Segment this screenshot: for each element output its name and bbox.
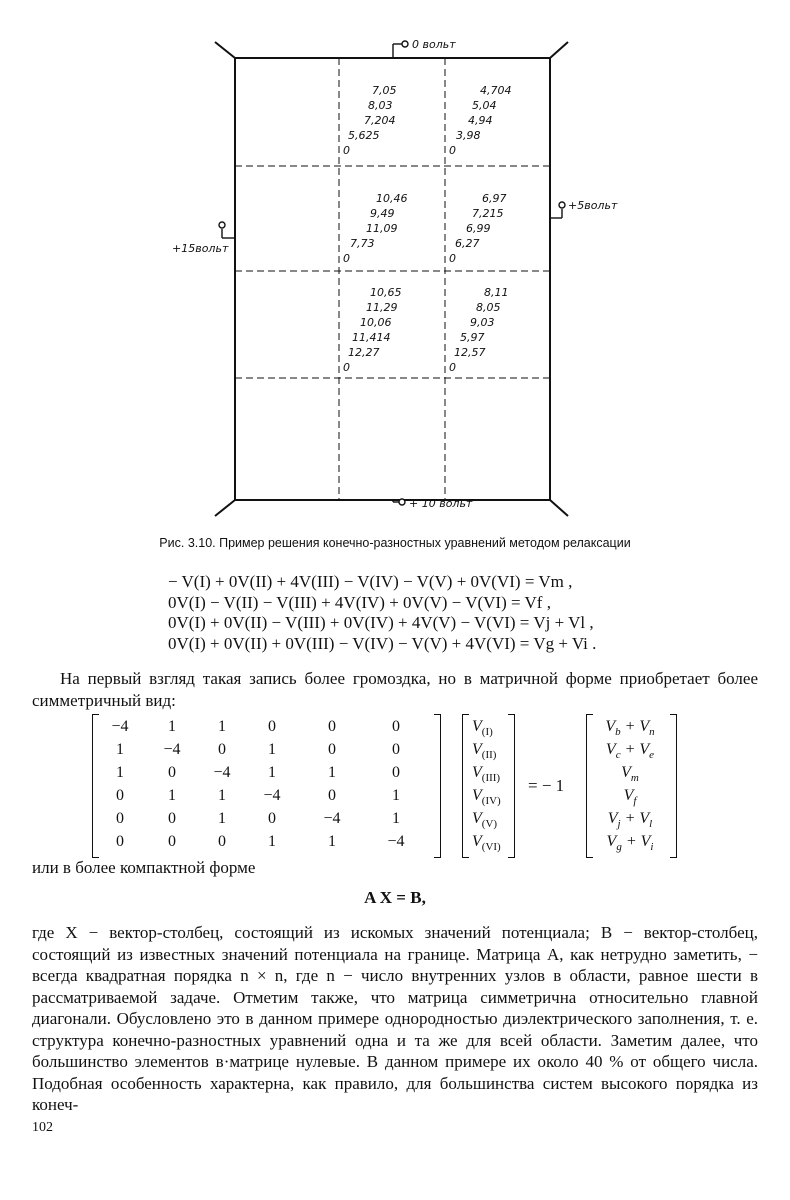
equals-minus-one: = − 1 — [528, 776, 565, 795]
cell-4-value-5: 0 — [343, 361, 350, 374]
vector-entry-1: $V_{(I)}$ — [472, 718, 493, 739]
vector-entry-5: $V_{(V)}$ — [472, 810, 498, 831]
equation-1-lhs: − V(I) + 0V(II) + 4V(III) − V(IV) − V(V) + 0V(VI) — [168, 572, 521, 591]
rhs-entry-4: $V_f$ — [623, 787, 637, 808]
matrix-cell-r2-c5: 0 — [328, 741, 336, 758]
label-top: 0 вольт — [412, 38, 456, 51]
equation-4-rhs: = Vg + Vi . — [519, 633, 597, 653]
cell-0-value-2: 7,204 — [364, 114, 396, 127]
matrix-cell-r6-c6: −4 — [387, 833, 405, 850]
paragraph-1-text: На первый взгляд такая запись более громоздка, но в матричной форме приобретает более симметричный вид: — [32, 669, 758, 710]
matrix-cell-r3-c4: 1 — [268, 764, 276, 781]
matrix-cell-r2-c1: 1 — [116, 741, 124, 758]
cell-1-value-0: 4,704 — [480, 84, 512, 97]
cell-0-value-1: 8,03 — [368, 99, 393, 112]
matrix-cell-r1-c4: 0 — [268, 718, 276, 735]
equation-3-lhs: 0V(I) + 0V(II) − V(III) + 0V(IV) + 4V(V) − V(VI) — [168, 613, 516, 632]
rhs-entry-1: $V_b + V_n$ — [605, 718, 655, 739]
cell-3-value-3: 6,27 — [455, 237, 480, 250]
paragraph-3 — [32, 922, 758, 1116]
matrix-cell-r1-c1: −4 — [111, 718, 129, 735]
cell-3-value-0: 6,97 — [482, 192, 507, 205]
equation-3-rhs: = Vj + Vl , — [519, 613, 594, 632]
matrix-cell-r5-c3: 1 — [218, 810, 226, 827]
matrix-cell-r1-c6: 0 — [392, 718, 400, 735]
label-bottom: + 10 вольт — [409, 497, 473, 510]
cell-4-value-2: 10,06 — [360, 316, 392, 329]
corner-mark-tr — [550, 42, 568, 58]
cell-3-value-1: 7,215 — [472, 207, 504, 220]
corner-mark-tl — [215, 42, 235, 58]
matrix-cell-r6-c3: 0 — [218, 833, 226, 850]
terminal-left — [219, 222, 235, 238]
label-left: +15вольт — [172, 242, 229, 255]
matrix-bracket-left — [92, 714, 99, 858]
rhs-entry-2: $V_c + V_e$ — [605, 741, 655, 762]
matrix-cell-r4-c2: 1 — [168, 787, 176, 804]
matrix-cell-r5-c6: 1 — [392, 810, 400, 827]
cell-2-value-3: 7,73 — [350, 237, 375, 250]
matrix-cell-r6-c5: 1 — [328, 833, 336, 850]
equation-4-lhs: 0V(I) + 0V(II) + 0V(III) − V(IV) − V(V) + 4V(VI) — [168, 633, 516, 653]
cell-3-value-2: 6,99 — [466, 222, 491, 235]
paragraph-2-text: или в более компактной форме — [32, 858, 256, 877]
matrix-cell-r2-c6: 0 — [392, 741, 400, 758]
cell-2-value-4: 0 — [343, 252, 350, 265]
cell-4-value-1: 11,29 — [366, 301, 398, 314]
cell-1-value-2: 4,94 — [468, 114, 493, 127]
matrix-cell-r1-c3: 1 — [218, 718, 226, 735]
matrix-cell-r1-c2: 1 — [168, 718, 176, 735]
equation-line-4 — [168, 634, 596, 655]
cell-4-value-4: 12,27 — [348, 346, 380, 359]
vector-bracket-left — [462, 714, 469, 858]
rhs-entry-5: $V_j + V_l$ — [607, 810, 653, 831]
cell-5-value-5: 0 — [449, 361, 456, 374]
cell-0-value-4: 0 — [343, 144, 350, 157]
matrix-cell-r5-c4: 0 — [268, 810, 276, 827]
vector-bracket-right — [508, 714, 515, 858]
vector-entry-6: $V_{(VI)}$ — [472, 833, 501, 854]
terminal-top — [393, 41, 408, 58]
matrix-cell-r6-c2: 0 — [168, 833, 176, 850]
equation-system — [168, 572, 596, 654]
equation-2-rhs: = Vf , — [510, 592, 551, 612]
matrix-cell-r4-c4: −4 — [263, 787, 281, 804]
figure-caption: Рис. 3.10. Пример решения конечно-разностных уравнений методом релаксации — [159, 536, 631, 550]
matrix-cell-r3-c1: 1 — [116, 764, 124, 781]
cell-4-value-0: 10,65 — [370, 286, 402, 299]
cell-values — [343, 84, 512, 374]
matrix-cell-r3-c6: 0 — [392, 764, 400, 781]
matrix-cell-r2-c4: 1 — [268, 741, 276, 758]
matrix-cell-r5-c5: −4 — [323, 810, 341, 827]
matrix-bracket-right — [434, 714, 441, 858]
cell-0-value-3: 5,625 — [348, 129, 380, 142]
matrix-cell-r6-c1: 0 — [116, 833, 124, 850]
matrix-cell-r4-c5: 0 — [328, 787, 336, 804]
equation-line-1 — [168, 572, 596, 593]
matrix-cell-r3-c2: 0 — [168, 764, 176, 781]
cell-2-value-2: 11,09 — [366, 222, 398, 235]
equation-line-2 — [168, 593, 596, 614]
vector-entry-4: $V_{(IV)}$ — [472, 787, 501, 808]
rhs-entry-3: $V_m$ — [621, 764, 639, 785]
equation-line-3 — [168, 613, 596, 634]
equation-1-rhs: = Vm , — [524, 572, 573, 591]
matrix-cell-r4-c3: 1 — [218, 787, 226, 804]
paragraph-3-text: где X − вектор-столбец, состоящий из искомых значений потенциала; B − вектор-столбец, состоящий из известных значений потенциала на границе. Матрица A, как нетрудно заметить, − всегда квадратная порядка n × n, где n − число внутренних узлов в области, равное шести в рассматриваемой задаче. Отметим также, что матрица симметрична относительно главной диагонали. Обусловлено это в данном примере однородностью диэлектрического заполнения, т. е. структура конечно-разностных уравнений одна и та же для всей области. Заметим далее, что большинство элементов в·матрице нулевые. В данном примере их около 40 % от общего числа. Подобная особенность характерна, как правило, для большинства систем высокого порядка из конеч- — [32, 923, 758, 1114]
cell-2-value-1: 9,49 — [370, 207, 395, 220]
cell-1-value-1: 5,04 — [472, 99, 497, 112]
matrix-cell-r6-c4: 1 — [268, 833, 276, 850]
rhs-bracket-right — [670, 714, 677, 858]
cell-4-value-3: 11,414 — [352, 331, 391, 344]
cell-5-value-3: 5,97 — [460, 331, 485, 344]
cell-3-value-4: 0 — [449, 252, 456, 265]
matrix-cell-r4-c1: 0 — [116, 787, 124, 804]
cell-1-value-3: 3,98 — [456, 129, 481, 142]
cell-0-value-0: 7,05 — [372, 84, 397, 97]
terminal-right — [550, 202, 565, 218]
equation-2-lhs: 0V(I) − V(II) − V(III) + 4V(IV) + 0V(V) − V(VI) — [168, 592, 507, 612]
matrix-cell-r5-c2: 0 — [168, 810, 176, 827]
relaxation-grid-figure — [0, 0, 790, 530]
vector-entry-2: $V_{(II)}$ — [472, 741, 497, 762]
page-number: 102 — [32, 1120, 53, 1135]
cell-2-value-0: 10,46 — [376, 192, 408, 205]
corner-mark-bl — [215, 500, 235, 516]
cell-5-value-0: 8,11 — [484, 286, 509, 299]
vector-entry-3: $V_{(III)}$ — [472, 764, 501, 785]
cell-5-value-2: 9,03 — [470, 316, 495, 329]
matrix-cell-r1-c5: 0 — [328, 718, 336, 735]
matrix-cell-r4-c6: 1 — [392, 787, 400, 804]
cell-1-value-4: 0 — [449, 144, 456, 157]
matrix-cell-r5-c1: 0 — [116, 810, 124, 827]
cell-5-value-4: 12,57 — [454, 346, 486, 359]
label-right: +5вольт — [568, 199, 618, 212]
matrix-cell-r2-c2: −4 — [163, 741, 181, 758]
corner-mark-br — [550, 500, 568, 516]
paragraph-2 — [32, 857, 758, 879]
matrix-cell-r2-c3: 0 — [218, 741, 226, 758]
formula-ax-b: A X = B, — [364, 888, 426, 907]
matrix-cell-r3-c3: −4 — [213, 764, 231, 781]
paragraph-1 — [32, 668, 758, 711]
rhs-entry-6: $V_g + V_i$ — [606, 833, 654, 854]
matrix-cell-r3-c5: 1 — [328, 764, 336, 781]
cell-5-value-1: 8,05 — [476, 301, 501, 314]
